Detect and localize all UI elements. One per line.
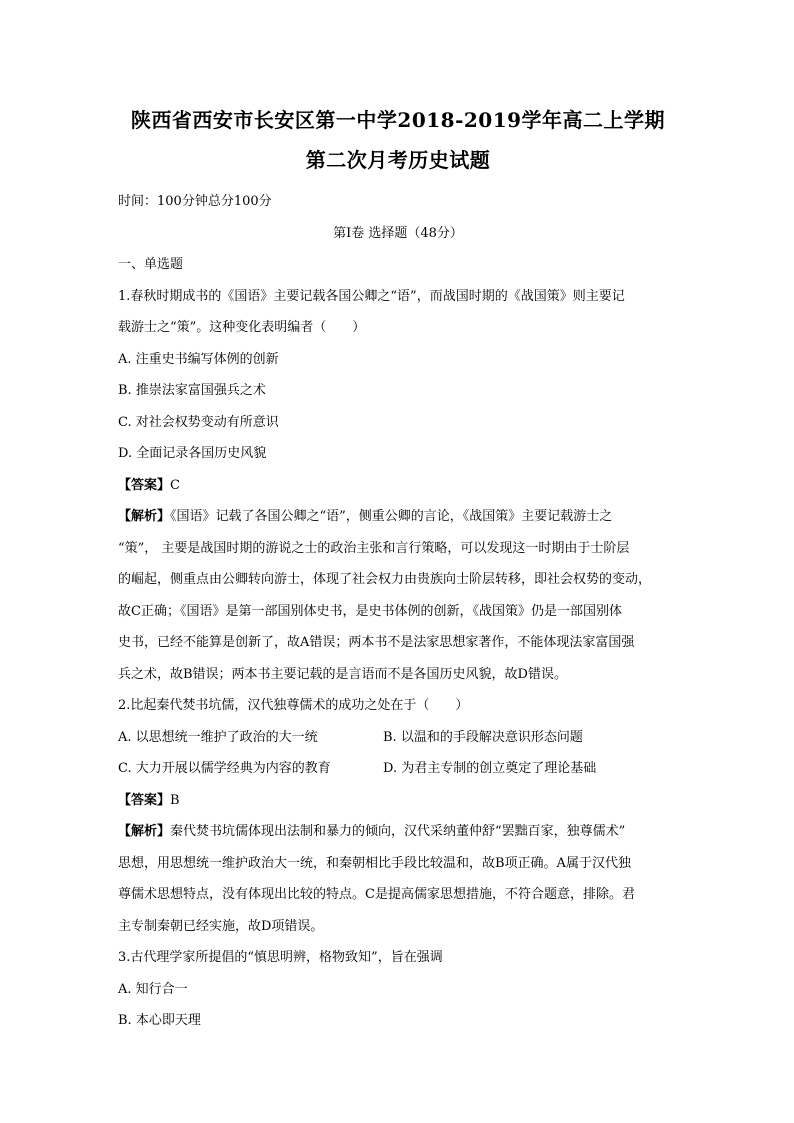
option-row <box>118 722 678 754</box>
option-d: D. 全面记录各国历史风貌 <box>118 446 267 461</box>
analysis-line <box>118 501 678 533</box>
question-2 <box>118 690 678 942</box>
option-b: B. 以温和的手段解决意识形态问题 <box>383 729 583 745</box>
analysis-line: 尊儒术思想特点，没有体现出比较的特点。C是提高儒家思想措施，不符合题意，排除。君 <box>118 887 635 902</box>
answer-value: C <box>170 477 180 493</box>
answer-label: 【答案】 <box>118 792 171 808</box>
analysis-line: “策”， 主要是战国时期的游说之士的政治主张和言行策略，可以发现这一时期由于士阶层 <box>118 540 630 556</box>
analysis-line: 思想，用思想统一维护政治大一统，和秦朝相比手段比较温和，故B项正确。A属于汉代独 <box>118 855 631 871</box>
analysis-line: 主专制秦朝已经实施，故D项错误。 <box>118 918 324 934</box>
option-b: B. 推崇法家富国强兵之术 <box>118 383 266 398</box>
analysis-text: 《国语》记载了各国公卿之“语”，侧重公卿的言论，《战国策》主要记载游士之 <box>170 509 613 524</box>
option-row <box>118 753 678 785</box>
question-stem-line: 3.古代理学家所提倡的“慎思明辨，格物致知”，旨在强调 <box>118 950 443 965</box>
option-a: A. 以思想统一维护了政治的大一统 <box>118 729 318 745</box>
analysis-line: 故C正确；《国语》是第一部国别体史书，是史书体例的创新，《战国策》仍是一部国别体 <box>118 603 622 619</box>
option-a: A. 注重史书编写体例的创新 <box>118 351 279 367</box>
answer-value: B <box>170 792 180 808</box>
option-c: C. 对社会权势变动有所意识 <box>118 414 279 430</box>
section-header: 第Ⅰ卷 选择题（48分） <box>333 225 463 241</box>
option-b: B. 本心即天理 <box>118 1013 201 1028</box>
document-title-line2: 第二次月考历史试题 <box>305 148 491 172</box>
document-title-line1: 陕西省西安市长安区第一中学2018-2019学年高二上学期 <box>130 108 666 132</box>
question-stem-line: 1.春秋时期成书的《国语》主要记载各国公卿之“语”，而战国时期的《战国策》则主要记 <box>118 288 625 304</box>
answer-line <box>118 470 678 502</box>
analysis-text: 秦代焚书坑儒体现出法制和暴力的倾向，汉代采纳董仲舒“罢黜百家，独尊儒术” <box>170 824 626 839</box>
analysis-label: 【解析】 <box>118 824 171 839</box>
analysis-label: 【解析】 <box>118 509 171 524</box>
question-3 <box>118 942 678 1037</box>
analysis-line <box>118 816 678 848</box>
analysis-line: 兵之术，故B错误；两本书主要记载的是言语而不是各国历史风貌，故D错误。 <box>118 666 567 682</box>
part-title: 一、单选题 <box>118 257 184 272</box>
question-1 <box>118 281 678 691</box>
document-page <box>118 100 678 1037</box>
analysis-line: 的崛起，侧重点由公卿转向游士，体现了社会权力由贵族向士阶层转移，即社会权势的变动， <box>118 572 652 587</box>
question-stem-line: 2.比起秦代焚书坑儒，汉代独尊儒术的成功之处在于（ ） <box>118 698 469 713</box>
answer-label: 【答案】 <box>118 477 171 493</box>
exam-info: 时间：100分钟总分100分 <box>118 194 272 209</box>
option-d: D. 为君主专制的创立奠定了理论基础 <box>383 761 597 776</box>
option-a: A. 知行合一 <box>118 981 188 997</box>
question-stem-line: 载游士之“策”。这种变化表明编者（ ） <box>118 320 366 335</box>
answer-line <box>118 785 678 817</box>
option-c: C. 大力开展以儒学经典为内容的教育 <box>118 761 331 776</box>
analysis-line: 史书，已经不能算是创新了，故A错误；两本书不是法家思想家著作，不能体现法家富国强 <box>118 635 635 650</box>
